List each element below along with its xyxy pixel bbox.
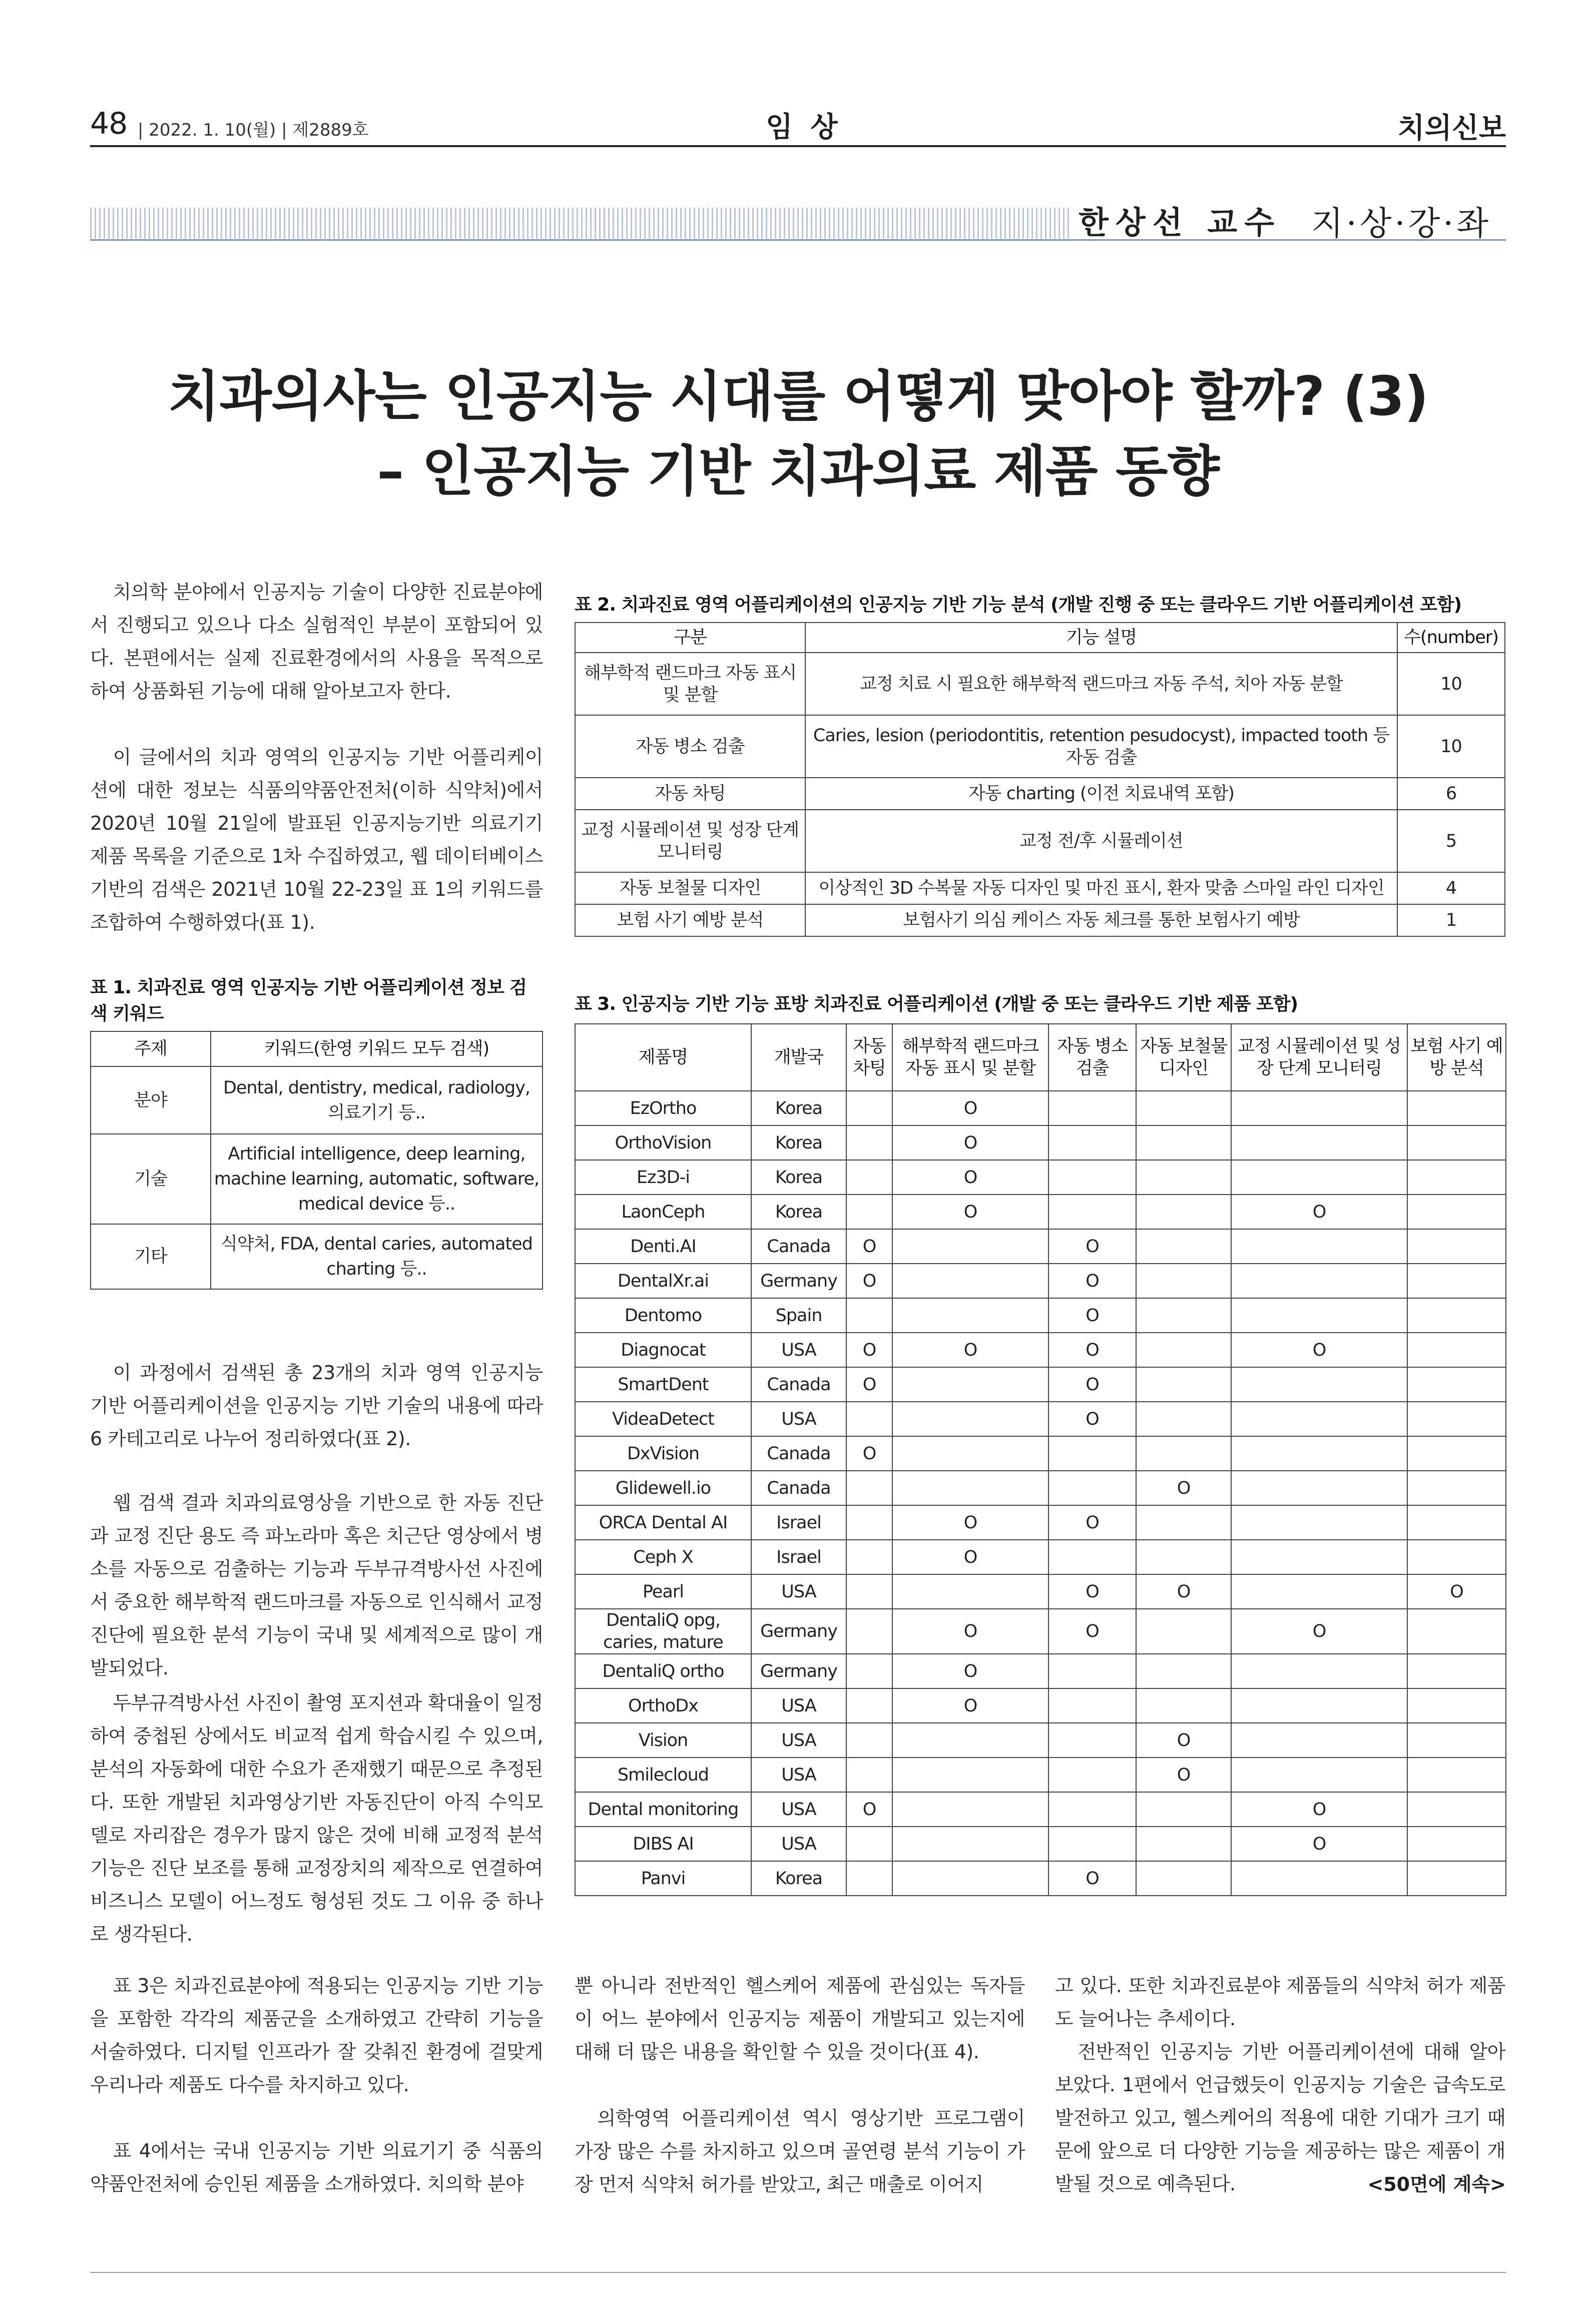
product-name-cell: Ceph X xyxy=(575,1540,751,1574)
feature-mark-cell: O xyxy=(1048,1229,1136,1264)
feature-mark-cell xyxy=(1407,1125,1506,1160)
product-name-cell: Glidewell.io xyxy=(575,1471,751,1505)
feature-mark-cell xyxy=(1407,1471,1506,1505)
product-name-cell: VideaDetect xyxy=(575,1402,751,1436)
feature-mark-cell xyxy=(1231,1723,1407,1758)
feature-mark-cell xyxy=(1048,1758,1136,1792)
feature-mark-cell xyxy=(846,1861,892,1896)
feature-mark-cell: O xyxy=(1136,1574,1231,1609)
table-row: 자동 차팅 자동 charting (이전 치료내역 포함) 6 xyxy=(575,778,1505,810)
table3-caption: 표 3. 인공지능 기반 기능 표방 치과진료 어플리케이션 (개발 중 또는 클라우드 기반 제품 포함) xyxy=(575,994,1298,1014)
country-cell: Korea xyxy=(751,1160,846,1195)
feature-mark-cell xyxy=(846,1574,892,1609)
feature-mark-cell xyxy=(1407,1723,1506,1758)
country-cell: USA xyxy=(751,1723,846,1758)
table-row: 해부학적 랜드마크 자동 표시 및 분할 교정 치료 시 필요한 해부학적 랜드마크 자동 주석, 치아 자동 분할 10 xyxy=(575,653,1505,715)
feature-mark-cell xyxy=(1231,1160,1407,1195)
feature-mark-cell: O xyxy=(1048,1333,1136,1367)
feature-mark-cell xyxy=(1048,1540,1136,1574)
product-name-cell: Dentomo xyxy=(575,1298,751,1333)
feature-mark-cell xyxy=(846,1540,892,1574)
product-name-cell: OrthoDx xyxy=(575,1688,751,1723)
feature-mark-cell xyxy=(1407,1402,1506,1436)
table-row xyxy=(575,1333,1506,1367)
feature-mark-cell xyxy=(1136,1861,1231,1896)
product-name-cell: Diagnocat xyxy=(575,1333,751,1367)
feature-mark-cell xyxy=(846,1195,892,1229)
feature-mark-cell xyxy=(1407,1160,1506,1195)
table-header: 보험 사기 예방 분석 xyxy=(1407,1024,1506,1091)
feature-mark-cell xyxy=(1231,1091,1407,1125)
feature-mark-cell xyxy=(1407,1229,1506,1264)
table-header: 해부학적 랜드마크 자동 표시 및 분할 xyxy=(892,1024,1048,1091)
table-row xyxy=(575,1195,1506,1229)
table-row: 교정 시뮬레이션 및 성장 단계 모니터링 교정 전/후 시뮬레이션 5 xyxy=(575,810,1505,872)
table-row xyxy=(575,1091,1506,1125)
table-header: 자동 보철물 디자인 xyxy=(1136,1024,1231,1091)
feature-mark-cell: O xyxy=(1048,1402,1136,1436)
body-paragraph: 웹 검색 결과 치과의료영상을 기반으로 한 자동 진단과 교정 진단 용도 즉 파노라마 혹은 치근단 영상에서 병소를 자동으로 검출하는 기능과 두부규격방사선 사진에서 중요한 해부학적 랜드마크를 자동으로 인식해서 교정진단에 필요한 분석 기능이 국내 및 세계적으로 많이 개발되었다. xyxy=(90,1492,543,1679)
feature-mark-cell xyxy=(1048,1792,1136,1827)
feature-mark-cell xyxy=(846,1125,892,1160)
feature-mark-cell xyxy=(1136,1091,1231,1125)
table-row xyxy=(575,1723,1506,1758)
feature-mark-cell xyxy=(1136,1540,1231,1574)
table-row xyxy=(575,1367,1506,1402)
feature-mark-cell: O xyxy=(846,1367,892,1402)
table-row: 보험 사기 예방 분석 보험사기 의심 케이스 자동 체크를 통한 보험사기 예방 1 xyxy=(575,904,1505,936)
table-row: 자동 보철물 디자인 이상적인 3D 수복물 자동 디자인 및 마진 표시, 환자 맞춤 스마일 라인 디자인 4 xyxy=(575,872,1505,904)
feature-mark-cell xyxy=(846,1609,892,1654)
product-name-cell: LaonCeph xyxy=(575,1195,751,1229)
body-paragraph: 의학영역 어플리케이션 역시 영상기반 프로그램이 가장 많은 수를 차지하고 있으며 골연령 분석 기능이 가장 먼저 식약처 허가를 받았고, 최근 매출로 이어지 xyxy=(575,2107,1025,2195)
feature-mark-cell xyxy=(1136,1298,1231,1333)
table-header: 수(number) xyxy=(1397,623,1505,653)
table-row xyxy=(575,1861,1506,1896)
feature-mark-cell: O xyxy=(892,1125,1048,1160)
product-name-cell: EzOrtho xyxy=(575,1091,751,1125)
feature-mark-cell xyxy=(1136,1125,1231,1160)
country-cell: Germany xyxy=(751,1264,846,1298)
table-row xyxy=(575,1654,1506,1688)
country-cell: Korea xyxy=(751,1125,846,1160)
issue-date: | 2022. 1. 10(월) | 제2889호 xyxy=(138,120,369,140)
feature-mark-cell: O xyxy=(1048,1861,1136,1896)
feature-mark-cell xyxy=(846,1723,892,1758)
feature-mark-cell xyxy=(1407,1792,1506,1827)
feature-mark-cell: O xyxy=(1231,1195,1407,1229)
feature-mark-cell xyxy=(846,1688,892,1723)
feature-mark-cell xyxy=(1231,1688,1407,1723)
table-header: 자동 차팅 xyxy=(846,1024,892,1091)
feature-mark-cell xyxy=(1231,1758,1407,1792)
body-paragraph: 전반적인 인공지능 기반 어플리케이션에 대해 알아보았다. 1편에서 언급했듯이 인공지능 기술은 급속도로 발전하고 있고, 헬스케어의 적용에 대한 기대가 크기 때문에 앞으로 더 다양한 기능을 제공하는 많은 제품이 개발될 것으로 예측된다. xyxy=(1055,2041,1505,2195)
body-paragraph: 두부규격방사선 사진이 촬영 포지션과 확대율이 일정하여 중첩된 상에서도 비교적 쉽게 학습시킬 수 있으며, 분석의 자동화에 대한 수요가 존재했기 때문으로 추정된다. 또한 개발된 치과영상기반 자동진단이 아직 수익모델로 자리잡은 경우가 많지 않은 것에 비해 교정적 분석 기능은 진단 보조를 통해 교정장치의 제작으로 연결하여 비즈니스 모델이 어느정도 형성된 것도 그 이유 중 하나로 생각된다. xyxy=(90,1692,543,1945)
feature-mark-cell xyxy=(1231,1367,1407,1402)
article-subtitle: – 인공지능 기반 치과의료 제품 동향 xyxy=(377,440,1219,503)
feature-mark-cell xyxy=(846,1160,892,1195)
feature-mark-cell xyxy=(892,1861,1048,1896)
country-cell: Canada xyxy=(751,1436,846,1471)
product-name-cell: DentaliQ ortho xyxy=(575,1654,751,1688)
feature-mark-cell xyxy=(1231,1471,1407,1505)
continued-note: <50면에 계속> xyxy=(1367,2173,1506,2195)
feature-mark-cell xyxy=(1231,1125,1407,1160)
feature-mark-cell xyxy=(1407,1333,1506,1367)
country-cell: Germany xyxy=(751,1654,846,1688)
feature-mark-cell xyxy=(1136,1792,1231,1827)
header-rule xyxy=(90,145,1506,147)
body-paragraph: 표 4에서는 국내 인공지능 기반 의료기기 중 식품의약품안전처에 승인된 제품을 소개하였다. 치의학 분야 xyxy=(90,2140,543,2195)
feature-mark-cell xyxy=(1407,1654,1506,1688)
table-row xyxy=(575,1298,1506,1333)
feature-mark-cell xyxy=(1048,1723,1136,1758)
feature-mark-cell xyxy=(1407,1540,1506,1574)
product-name-cell: DentalXr.ai xyxy=(575,1264,751,1298)
feature-mark-cell xyxy=(1136,1195,1231,1229)
table-row xyxy=(575,1540,1506,1574)
feature-mark-cell: O xyxy=(1231,1333,1407,1367)
feature-mark-cell: O xyxy=(1136,1758,1231,1792)
table-header: 제품명 xyxy=(575,1024,751,1091)
feature-mark-cell xyxy=(1231,1574,1407,1609)
feature-mark-cell xyxy=(892,1229,1048,1264)
feature-mark-cell xyxy=(1136,1333,1231,1367)
keyword-table xyxy=(90,1031,543,1290)
feature-mark-cell: O xyxy=(892,1195,1048,1229)
table-row xyxy=(575,1229,1506,1264)
country-cell: USA xyxy=(751,1758,846,1792)
feature-mark-cell: O xyxy=(846,1792,892,1827)
body-paragraph: 이 글에서의 치과 영역의 인공지능 기반 어플리케이션에 대한 정보는 식품의약품안전처(이하 식약처)에서 2020년 10월 21일에 발표된 인공지능기반 의료기기 제품 목록을 기준으로 1차 수집하였고, 웹 데이터베이스 기반의 검색은 2021년 10월 22-23일 표 1의 키워드를 조합하여 수행하였다(표 1). xyxy=(90,746,543,933)
feature-mark-cell xyxy=(1048,1195,1136,1229)
feature-mark-cell xyxy=(1136,1229,1231,1264)
feature-mark-cell xyxy=(1407,1264,1506,1298)
table-row xyxy=(575,1758,1506,1792)
feature-mark-cell xyxy=(1136,1654,1231,1688)
series-pattern-bar xyxy=(90,208,1071,239)
table-header: 키워드(한영 키워드 모두 검색) xyxy=(211,1031,543,1066)
table-header: 교정 시뮬레이션 및 성장 단계 모니터링 xyxy=(1231,1024,1407,1091)
country-cell: USA xyxy=(751,1688,846,1723)
feature-mark-cell xyxy=(846,1827,892,1861)
table-row: 기술 Artificial intelligence, deep learning, machine learning, automatic, software, medical device 등.. xyxy=(91,1134,543,1224)
feature-mark-cell xyxy=(1407,1367,1506,1402)
feature-mark-cell: O xyxy=(1136,1723,1231,1758)
table-row xyxy=(575,1471,1506,1505)
body-paragraph: 뿐 아니라 전반적인 헬스케어 제품에 관심있는 독자들이 어느 분야에서 인공지능 제품이 개발되고 있는지에 대해 더 많은 내용을 확인할 수 있을 것이다(표 4). xyxy=(575,1975,1025,2063)
table-row: 기타 식약처, FDA, dental caries, automated charting 등.. xyxy=(91,1224,543,1289)
feature-mark-cell xyxy=(1231,1505,1407,1540)
table-header: 구분 xyxy=(575,623,805,653)
series-professor: 한상선 교수 xyxy=(1079,204,1282,241)
body-paragraph: 표 3은 치과진료분야에 적용되는 인공지능 기반 기능을 포함한 각각의 제품군을 소개하였고 간략히 기능을 서술하였다. 디지털 인프라가 잘 갖춰진 환경에 걸맞게 우리나라 제품도 다수를 차지하고 있다. xyxy=(90,1975,543,2096)
feature-mark-cell xyxy=(1048,1091,1136,1125)
feature-mark-cell: O xyxy=(1231,1827,1407,1861)
feature-mark-cell xyxy=(892,1471,1048,1505)
product-name-cell: Smilecloud xyxy=(575,1758,751,1792)
feature-mark-cell xyxy=(1048,1160,1136,1195)
feature-mark-cell xyxy=(1231,1436,1407,1471)
feature-mark-cell xyxy=(892,1298,1048,1333)
table-row xyxy=(575,1505,1506,1540)
product-name-cell: SmartDent xyxy=(575,1367,751,1402)
newspaper-name: 치의신보 xyxy=(1397,112,1506,145)
table-header: 기능 설명 xyxy=(805,623,1397,653)
feature-mark-cell: O xyxy=(892,1540,1048,1574)
body-paragraph: 치의학 분야에서 인공지능 기술이 다양한 진료분야에서 진행되고 있으나 다소 실험적인 부분이 포함되어 있다. 본편에서는 실제 진료환경에서의 사용을 목적으로 하여 상품화된 기능에 대해 알아보고자 한다. xyxy=(90,581,543,702)
feature-mark-cell: O xyxy=(1231,1609,1407,1654)
feature-mark-cell xyxy=(1048,1688,1136,1723)
feature-mark-cell: O xyxy=(892,1091,1048,1125)
table-header: 주제 xyxy=(91,1031,211,1066)
country-cell: USA xyxy=(751,1333,846,1367)
table-header: 자동 병소 검출 xyxy=(1048,1024,1136,1091)
feature-mark-cell xyxy=(1407,1505,1506,1540)
country-cell: USA xyxy=(751,1792,846,1827)
feature-mark-cell: O xyxy=(892,1505,1048,1540)
feature-mark-cell xyxy=(846,1505,892,1540)
table-row xyxy=(575,1436,1506,1471)
country-cell: Korea xyxy=(751,1091,846,1125)
body-paragraph: 이 과정에서 검색된 총 23개의 치과 영역 인공지능 기반 어플리케이션을 인공지능 기반 기술의 내용에 따라 6 카테고리로 나누어 정리하였다(표 2). xyxy=(90,1362,543,1450)
product-name-cell: Panvi xyxy=(575,1861,751,1896)
feature-mark-cell xyxy=(1231,1229,1407,1264)
function-table xyxy=(575,622,1505,937)
feature-mark-cell xyxy=(1407,1298,1506,1333)
feature-mark-cell xyxy=(1231,1264,1407,1298)
product-name-cell: Pearl xyxy=(575,1574,751,1609)
country-cell: Korea xyxy=(751,1195,846,1229)
table-row xyxy=(575,1125,1506,1160)
product-table xyxy=(575,1023,1506,1896)
table-row xyxy=(575,1574,1506,1609)
feature-mark-cell: O xyxy=(1048,1574,1136,1609)
table-row xyxy=(575,1160,1506,1195)
feature-mark-cell xyxy=(1407,1195,1506,1229)
table-row xyxy=(575,1827,1506,1861)
feature-mark-cell xyxy=(1407,1758,1506,1792)
feature-mark-cell xyxy=(1136,1688,1231,1723)
series-name: 지·상·강·좌 xyxy=(1311,204,1491,243)
series-rule xyxy=(90,239,1506,241)
country-cell: Canada xyxy=(751,1367,846,1402)
feature-mark-cell: O xyxy=(892,1688,1048,1723)
feature-mark-cell xyxy=(892,1264,1048,1298)
feature-mark-cell xyxy=(1136,1436,1231,1471)
country-cell: Korea xyxy=(751,1861,846,1896)
feature-mark-cell xyxy=(892,1792,1048,1827)
feature-mark-cell xyxy=(1048,1827,1136,1861)
table-row xyxy=(575,1402,1506,1436)
country-cell: Canada xyxy=(751,1229,846,1264)
table1-caption: 표 1. 치과진료 영역 인공지능 기반 어플리케이션 정보 검 색 키워드 xyxy=(90,977,527,1024)
product-name-cell: Dental monitoring xyxy=(575,1792,751,1827)
country-cell: Israel xyxy=(751,1540,846,1574)
feature-mark-cell: O xyxy=(892,1160,1048,1195)
country-cell: USA xyxy=(751,1574,846,1609)
feature-mark-cell xyxy=(1136,1367,1231,1402)
feature-mark-cell: O xyxy=(1407,1574,1506,1609)
feature-mark-cell xyxy=(1136,1609,1231,1654)
product-name-cell: Denti.AI xyxy=(575,1229,751,1264)
country-cell: USA xyxy=(751,1827,846,1861)
feature-mark-cell xyxy=(1407,1609,1506,1654)
product-table-body xyxy=(575,1091,1506,1896)
feature-mark-cell xyxy=(1407,1861,1506,1896)
feature-mark-cell: O xyxy=(892,1654,1048,1688)
feature-mark-cell xyxy=(892,1827,1048,1861)
feature-mark-cell: O xyxy=(846,1264,892,1298)
country-cell: Germany xyxy=(751,1609,846,1654)
feature-mark-cell xyxy=(846,1471,892,1505)
feature-mark-cell xyxy=(1407,1091,1506,1125)
feature-mark-cell xyxy=(846,1402,892,1436)
feature-mark-cell: O xyxy=(1231,1792,1407,1827)
feature-mark-cell: O xyxy=(892,1333,1048,1367)
feature-mark-cell xyxy=(892,1367,1048,1402)
feature-mark-cell xyxy=(1407,1436,1506,1471)
feature-mark-cell xyxy=(892,1436,1048,1471)
feature-mark-cell: O xyxy=(1048,1298,1136,1333)
product-name-cell: DIBS AI xyxy=(575,1827,751,1861)
feature-mark-cell: O xyxy=(1136,1471,1231,1505)
feature-mark-cell xyxy=(1136,1402,1231,1436)
article-title: 치과의사는 인공지능 시대를 어떻게 맞아야 할까? (3) xyxy=(168,365,1428,428)
feature-mark-cell xyxy=(1048,1125,1136,1160)
feature-mark-cell: O xyxy=(846,1229,892,1264)
country-cell: USA xyxy=(751,1402,846,1436)
feature-mark-cell: O xyxy=(846,1333,892,1367)
table-row xyxy=(575,1264,1506,1298)
feature-mark-cell xyxy=(1231,1540,1407,1574)
country-cell: Israel xyxy=(751,1505,846,1540)
feature-mark-cell xyxy=(1136,1264,1231,1298)
feature-mark-cell xyxy=(846,1654,892,1688)
feature-mark-cell xyxy=(1136,1505,1231,1540)
feature-mark-cell xyxy=(846,1298,892,1333)
table-row: 자동 병소 검출 Caries, lesion (periodontitis, retention pesudocyst), impacted tooth 등 자동 검출 10 xyxy=(575,715,1505,778)
page-number: 48 xyxy=(90,106,128,141)
feature-mark-cell xyxy=(846,1758,892,1792)
feature-mark-cell: O xyxy=(1048,1609,1136,1654)
feature-mark-cell xyxy=(892,1723,1048,1758)
table-header: 개발국 xyxy=(751,1024,846,1091)
feature-mark-cell xyxy=(1231,1654,1407,1688)
feature-mark-cell: O xyxy=(1048,1505,1136,1540)
feature-mark-cell: O xyxy=(1048,1264,1136,1298)
feature-mark-cell xyxy=(1231,1861,1407,1896)
product-name-cell: ORCA Dental AI xyxy=(575,1505,751,1540)
table2-caption: 표 2. 치과진료 영역 어플리케이션의 인공지능 기반 기능 분석 (개발 진행 중 또는 클라우드 기반 어플리케이션 포함) xyxy=(575,595,1462,615)
feature-mark-cell: O xyxy=(892,1609,1048,1654)
feature-mark-cell xyxy=(1231,1298,1407,1333)
feature-mark-cell xyxy=(892,1574,1048,1609)
table-row: 분야 Dental, dentistry, medical, radiology, 의료기기 등.. xyxy=(91,1066,543,1134)
feature-mark-cell xyxy=(1407,1688,1506,1723)
product-name-cell: Vision xyxy=(575,1723,751,1758)
feature-mark-cell xyxy=(1136,1160,1231,1195)
table-row xyxy=(575,1609,1506,1654)
feature-mark-cell xyxy=(1136,1827,1231,1861)
body-paragraph: 고 있다. 또한 치과진료분야 제품들의 식약처 허가 제품도 늘어나는 추세이다. xyxy=(1055,1975,1505,2030)
feature-mark-cell xyxy=(1048,1471,1136,1505)
table-row xyxy=(575,1792,1506,1827)
feature-mark-cell xyxy=(892,1402,1048,1436)
feature-mark-cell: O xyxy=(1048,1367,1136,1402)
table-row xyxy=(575,1688,1506,1723)
feature-mark-cell xyxy=(892,1758,1048,1792)
section-name: 임 상 xyxy=(766,111,842,144)
product-name-cell: DentaliQ opg, caries, mature xyxy=(575,1609,751,1654)
country-cell: Canada xyxy=(751,1471,846,1505)
product-name-cell: DxVision xyxy=(575,1436,751,1471)
feature-mark-cell: O xyxy=(846,1436,892,1471)
feature-mark-cell xyxy=(846,1091,892,1125)
feature-mark-cell xyxy=(1048,1654,1136,1688)
feature-mark-cell xyxy=(1048,1436,1136,1471)
footer-rule xyxy=(90,2272,1506,2273)
product-name-cell: OrthoVision xyxy=(575,1125,751,1160)
product-name-cell: Ez3D-i xyxy=(575,1160,751,1195)
country-cell: Spain xyxy=(751,1298,846,1333)
feature-mark-cell xyxy=(1407,1827,1506,1861)
feature-mark-cell xyxy=(1231,1402,1407,1436)
